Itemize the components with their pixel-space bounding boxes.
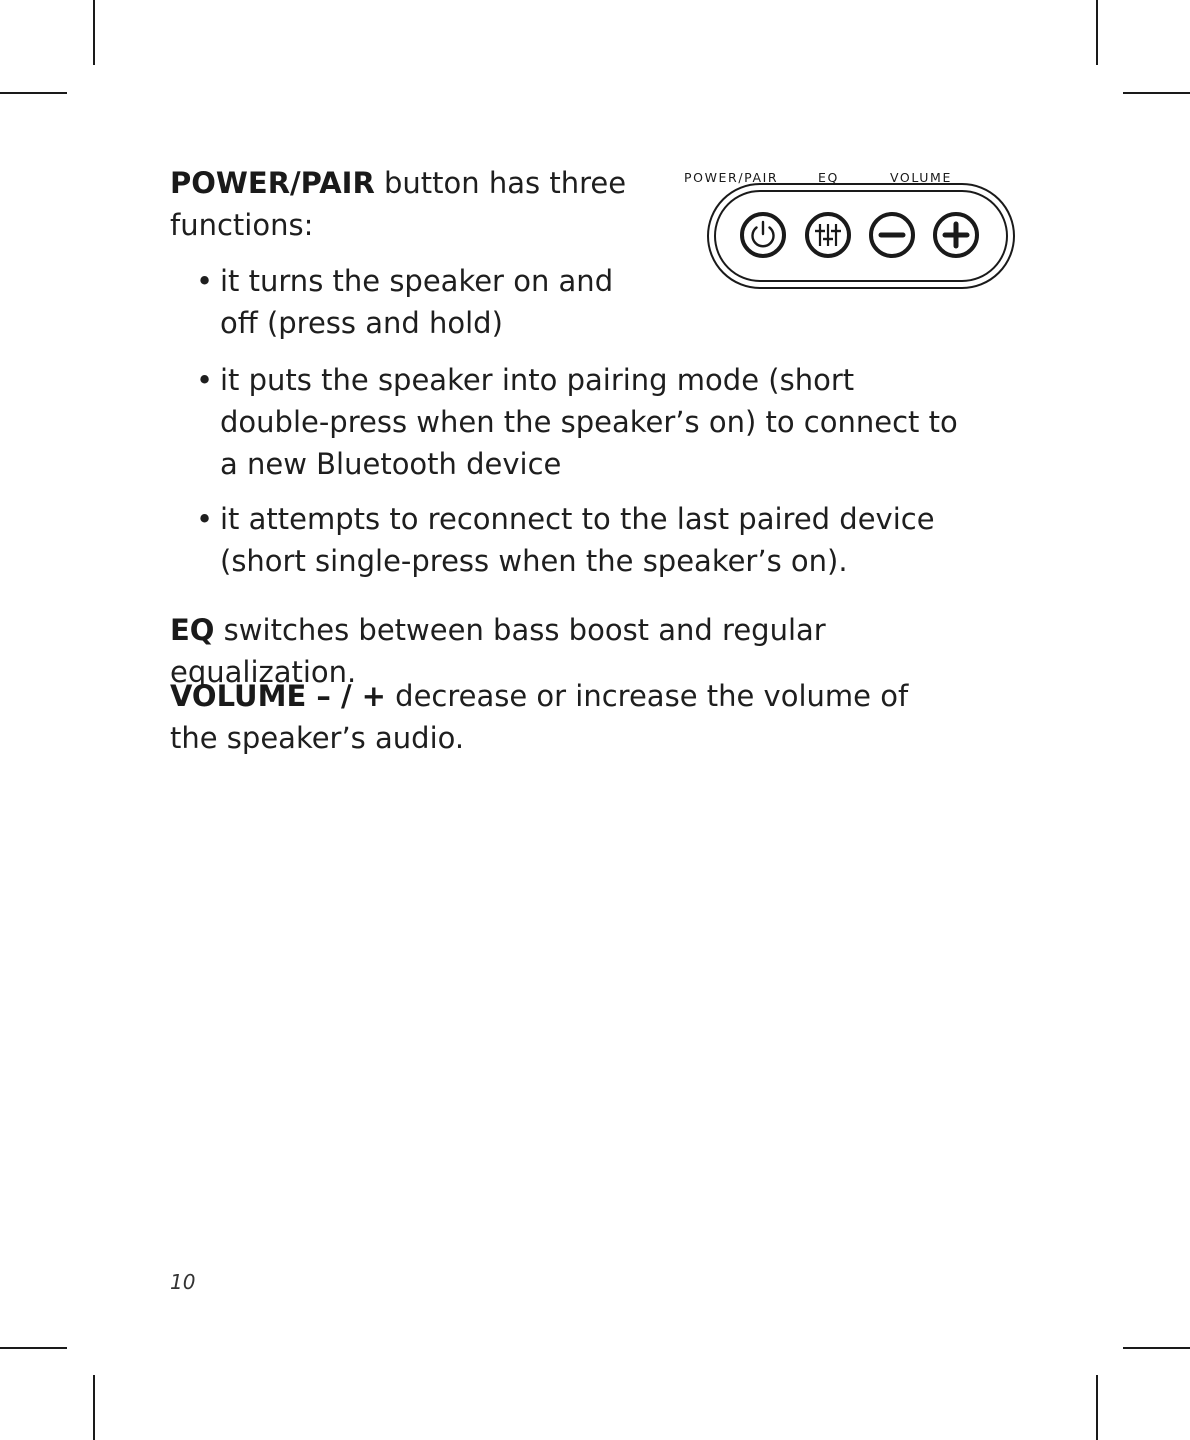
bullet-item — [196, 359, 966, 485]
eq-sliders-icon — [807, 214, 849, 256]
panel-label-power-pair: POWER/PAIR — [684, 170, 779, 185]
volume-description: decrease or increase the volume of the speaker’s audio. — [170, 679, 909, 755]
crop-mark — [0, 92, 67, 94]
volume-paragraph — [170, 675, 950, 759]
button-panel-drawing — [680, 165, 1020, 295]
panel-label-volume: VOLUME — [890, 170, 952, 185]
bullet-text: it turns the speaker on and off (press and hold) — [220, 264, 614, 340]
button-panel-illustration — [680, 165, 1020, 295]
power-pair-keyword: POWER/PAIR — [170, 166, 375, 200]
plus-icon — [935, 214, 977, 256]
crop-mark — [1096, 0, 1098, 65]
bullet-marker: • — [196, 502, 214, 536]
crop-mark — [93, 0, 95, 65]
page-number: 10 — [170, 1270, 196, 1294]
crop-mark — [0, 1347, 67, 1349]
bullet-item — [196, 498, 1016, 582]
bullet-item — [196, 260, 636, 344]
power-pair-description: button has three functions: — [170, 166, 627, 242]
bullet-text: it puts the speaker into pairing mode (short double-press when the speaker’s on) to connect to a new Bluetooth device — [220, 363, 958, 481]
crop-mark — [93, 1375, 95, 1440]
eq-description: switches between bass boost and regular equalization. — [170, 613, 826, 689]
bullet-marker: • — [196, 264, 214, 298]
crop-mark — [1123, 92, 1190, 94]
power-pair-intro — [170, 162, 650, 246]
minus-icon — [871, 214, 913, 256]
crop-mark — [1096, 1375, 1098, 1440]
bullet-marker: • — [196, 363, 214, 397]
eq-keyword: EQ — [170, 613, 215, 647]
panel-label-eq: EQ — [818, 170, 839, 185]
crop-mark — [1123, 1347, 1190, 1349]
bullet-text: it attempts to reconnect to the last paired device (short single-press when the speaker’s on). — [220, 502, 935, 578]
power-icon — [742, 214, 784, 256]
volume-keyword: VOLUME – / + — [170, 679, 386, 713]
